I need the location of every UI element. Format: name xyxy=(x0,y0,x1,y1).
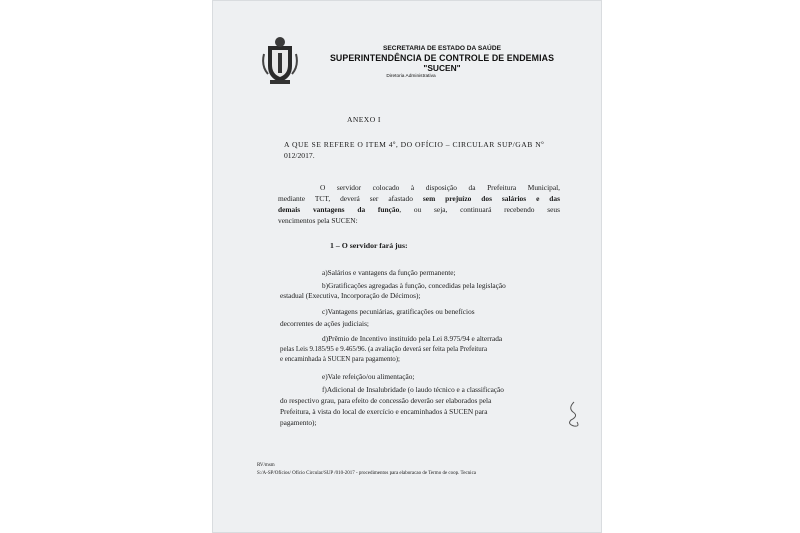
document-page xyxy=(212,0,602,533)
list-item-e: e)Vale refeição/ou alimentação; xyxy=(322,372,415,381)
list-item-d-line-1: d)Prêmio de Incentivo instituído pela Lei 8.975/94 e alterrada xyxy=(322,334,503,343)
paragraph-line-3 xyxy=(278,204,560,215)
paragraph-line-2-bold: sem prejuízo dos salários e das xyxy=(422,194,560,203)
secretaria-line: SECRETARIA DE ESTADO DA SAÚDE xyxy=(383,45,501,52)
superintendencia-line: SUPERINTENDÊNCIA DE CONTROLE DE ENDEMIAS xyxy=(329,53,555,63)
annex-title: ANEXO I xyxy=(347,115,381,124)
paragraph-line-2 xyxy=(278,193,560,204)
reference-line-2: 012/2017. xyxy=(284,151,315,160)
letterhead xyxy=(322,45,562,81)
item-1-heading: 1 – O servidor fará jus: xyxy=(330,241,408,250)
list-item-f-line-3: Prefeitura, à vista do local de exercício e encaminhados à SUCEN para xyxy=(280,407,488,416)
diretoria-line: Diretoria Administrativa xyxy=(386,74,436,79)
list-item-f-line-1: f)Adicional de Insalubridade (o laudo técnico e a classificação xyxy=(322,385,504,394)
list-item-b-line-1: b)Gratificações agregadas à função, concedidas pela legislação xyxy=(322,281,506,290)
sucen-line: "SUCEN" xyxy=(423,63,461,73)
paragraph-line-3-bold: demais vantagens da função xyxy=(278,205,400,214)
paragraph-line-4: vencimentos pela SUCEN: xyxy=(278,216,358,225)
list-item-c-line-2: decorrentes de ações judiciais; xyxy=(280,319,369,328)
intro-paragraph xyxy=(278,182,560,226)
paragraph-line-3-text: , ou seja, continuará recebendo seus xyxy=(399,205,560,214)
list-item-d-line-3: e encaminhada à SUCEN para pagamento); xyxy=(280,356,400,363)
paragraph-line-2-text: mediante TCT, deverá ser afastado xyxy=(278,194,423,203)
list-item-d-line-2: pelas Leis 9.185/95 e 9.465/96. (a avaliação deverá ser feita pela Prefeitura xyxy=(280,346,488,353)
list-item-b-line-2: estadual (Executiva, Incorporação de Décimos); xyxy=(280,291,421,300)
paragraph-line-1: O servidor colocado à disposição da Prefeitura Municipal, xyxy=(320,183,560,192)
list-item-f-line-2: do respectivo grau, para efeito de concessão deverão ser elaborados pela xyxy=(280,396,492,405)
reference-line-1: A QUE SE REFERE O ITEM 4º, DO OFÍCIO – CIRCULAR SUP/GAB Nº xyxy=(284,140,545,149)
list-item-f-line-4: pagamento); xyxy=(280,418,317,427)
signature-initials-icon xyxy=(564,400,584,430)
footer-initials: RV/msm xyxy=(257,463,275,468)
footer-file-path: S:/A-SP/Ofícios/ Ofício Circular/SUP /010-2017 - procedimentos para elaboracao de Termo de coop. Tecnica xyxy=(257,471,477,476)
list-item-a: a)Salários e vantagens da função permanente; xyxy=(322,268,456,277)
list-item-c-line-1: c)Vantagens pecuniárias, gratificações ou benefícios xyxy=(322,307,475,316)
